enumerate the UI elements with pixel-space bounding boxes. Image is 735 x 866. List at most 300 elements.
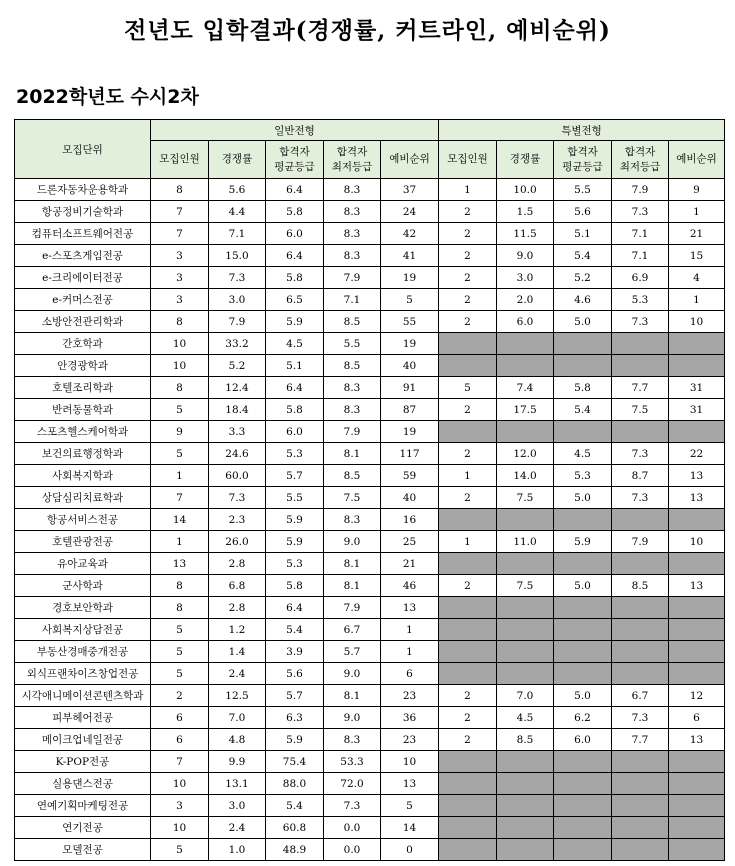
general-value-cell: 2.4: [209, 817, 266, 839]
special-ratio-header: 경쟁률: [497, 141, 554, 179]
general-value-cell: 10: [151, 817, 209, 839]
general-value-cell: 6.4: [266, 179, 324, 201]
general-value-cell: 53.3: [324, 751, 381, 773]
general-value-cell: 8.1: [324, 443, 381, 465]
general-value-cell: 8.1: [324, 685, 381, 707]
special-value-cell: 6.9: [612, 267, 669, 289]
special-empty-cell: [554, 663, 612, 685]
special-value-cell: 14.0: [497, 465, 554, 487]
unit-name-cell: e-스포츠게임전공: [15, 245, 151, 267]
general-value-cell: 19: [381, 421, 439, 443]
unit-name-cell: 안경광학과: [15, 355, 151, 377]
special-value-cell: 2: [439, 729, 497, 751]
unit-name-cell: 간호학과: [15, 333, 151, 355]
general-value-cell: 5.3: [266, 553, 324, 575]
general-value-cell: 2.3: [209, 509, 266, 531]
general-value-cell: 9.0: [324, 531, 381, 553]
unit-name-cell: 호텔관광전공: [15, 531, 151, 553]
general-value-cell: 3: [151, 267, 209, 289]
special-value-cell: 7.3: [612, 201, 669, 223]
unit-header: 모집단위: [15, 120, 151, 179]
unit-name-cell: 호텔조리학과: [15, 377, 151, 399]
special-empty-cell: [612, 355, 669, 377]
special-empty-cell: [439, 421, 497, 443]
table-row: [15, 443, 725, 465]
general-value-cell: 4.8: [209, 729, 266, 751]
special-value-cell: 10: [669, 311, 725, 333]
general-value-cell: 7.3: [324, 795, 381, 817]
general-value-cell: 8.1: [324, 553, 381, 575]
special-value-cell: 7.1: [612, 245, 669, 267]
page-title: 전년도 입학결과(경쟁률, 커트라인, 예비순위): [124, 17, 611, 44]
special-quota-header: 모집인원: [439, 141, 497, 179]
general-value-cell: 26.0: [209, 531, 266, 553]
general-value-cell: 10: [151, 333, 209, 355]
special-empty-cell: [669, 509, 725, 531]
special-value-cell: 4.5: [497, 707, 554, 729]
general-admission-header: 일반전형: [151, 120, 439, 141]
general-value-cell: 5.7: [266, 685, 324, 707]
general-value-cell: 18.4: [209, 399, 266, 421]
general-value-cell: 7.9: [209, 311, 266, 333]
special-value-cell: 12.0: [497, 443, 554, 465]
general-value-cell: 1: [381, 641, 439, 663]
general-value-cell: 8.5: [324, 465, 381, 487]
special-empty-cell: [497, 773, 554, 795]
unit-name-cell: 피부헤어전공: [15, 707, 151, 729]
special-value-cell: 7.5: [497, 487, 554, 509]
special-value-cell: 2.0: [497, 289, 554, 311]
special-value-cell: 5.1: [554, 223, 612, 245]
general-value-cell: 8.5: [324, 355, 381, 377]
special-empty-cell: [439, 773, 497, 795]
general-value-cell: 7.1: [324, 289, 381, 311]
general-value-cell: 8: [151, 179, 209, 201]
special-empty-cell: [669, 839, 725, 861]
special-empty-cell: [554, 751, 612, 773]
special-value-cell: 8.5: [612, 575, 669, 597]
table-row: [15, 355, 725, 377]
special-avg-grade-header: 합격자 평균등급: [554, 141, 612, 179]
general-value-cell: 19: [381, 333, 439, 355]
special-empty-cell: [554, 619, 612, 641]
general-value-cell: 5.8: [266, 399, 324, 421]
general-value-cell: 7: [151, 751, 209, 773]
general-value-cell: 5: [381, 795, 439, 817]
general-value-cell: 3: [151, 289, 209, 311]
table-row: [15, 487, 725, 509]
unit-name-cell: 외식프랜차이즈창업전공: [15, 663, 151, 685]
unit-name-cell: 소방안전관리학과: [15, 311, 151, 333]
special-empty-cell: [669, 597, 725, 619]
general-value-cell: 13: [381, 773, 439, 795]
general-value-cell: 5.8: [266, 267, 324, 289]
special-value-cell: 2: [439, 267, 497, 289]
general-value-cell: 7: [151, 487, 209, 509]
table-row: [15, 773, 725, 795]
special-empty-cell: [554, 795, 612, 817]
special-empty-cell: [612, 553, 669, 575]
special-empty-cell: [497, 421, 554, 443]
special-value-cell: 7.3: [612, 707, 669, 729]
table-row: [15, 795, 725, 817]
general-value-cell: 23: [381, 685, 439, 707]
general-value-cell: 5.3: [266, 443, 324, 465]
general-value-cell: 5.2: [209, 355, 266, 377]
general-value-cell: 6.7: [324, 619, 381, 641]
general-value-cell: 33.2: [209, 333, 266, 355]
special-empty-cell: [497, 641, 554, 663]
special-empty-cell: [669, 333, 725, 355]
special-empty-cell: [439, 619, 497, 641]
general-value-cell: 5.8: [266, 201, 324, 223]
special-value-cell: 1: [669, 289, 725, 311]
unit-name-cell: 메이크업네일전공: [15, 729, 151, 751]
special-waitlist-header: 예비순위: [669, 141, 725, 179]
general-value-cell: 6.0: [266, 421, 324, 443]
general-value-cell: 3: [151, 795, 209, 817]
general-value-cell: 10: [381, 751, 439, 773]
table-row: [15, 575, 725, 597]
general-value-cell: 24.6: [209, 443, 266, 465]
general-value-cell: 9.0: [324, 707, 381, 729]
unit-name-cell: 드론자동차운용학과: [15, 179, 151, 201]
table-row: [15, 597, 725, 619]
special-empty-cell: [669, 817, 725, 839]
general-value-cell: 8.3: [324, 509, 381, 531]
table-row: [15, 619, 725, 641]
general-value-cell: 5: [151, 443, 209, 465]
table-row: [15, 663, 725, 685]
table-row: [15, 509, 725, 531]
special-value-cell: 5.6: [554, 201, 612, 223]
special-empty-cell: [497, 751, 554, 773]
special-value-cell: 2: [439, 399, 497, 421]
unit-name-cell: 연예기획마케팅전공: [15, 795, 151, 817]
table-row: [15, 817, 725, 839]
special-empty-cell: [612, 597, 669, 619]
general-value-cell: 7.9: [324, 421, 381, 443]
table-row: [15, 289, 725, 311]
general-value-cell: 2: [151, 685, 209, 707]
special-value-cell: 5.3: [612, 289, 669, 311]
special-empty-cell: [554, 333, 612, 355]
special-value-cell: 2: [439, 443, 497, 465]
special-value-cell: 13: [669, 729, 725, 751]
special-value-cell: 6.7: [612, 685, 669, 707]
special-empty-cell: [669, 795, 725, 817]
table-row: [15, 531, 725, 553]
special-value-cell: 9: [669, 179, 725, 201]
general-value-cell: 5.9: [266, 311, 324, 333]
general-value-cell: 5: [151, 399, 209, 421]
general-quota-header: 모집인원: [151, 141, 209, 179]
table-row: [15, 245, 725, 267]
special-empty-cell: [439, 817, 497, 839]
general-value-cell: 16: [381, 509, 439, 531]
general-value-cell: 8.3: [324, 399, 381, 421]
general-value-cell: 4.5: [266, 333, 324, 355]
unit-name-cell: e-커머스전공: [15, 289, 151, 311]
table-row: [15, 333, 725, 355]
special-admission-header: 특별전형: [439, 120, 725, 141]
special-value-cell: 11.0: [497, 531, 554, 553]
general-value-cell: 8.3: [324, 245, 381, 267]
general-value-cell: 60.8: [266, 817, 324, 839]
special-value-cell: 15: [669, 245, 725, 267]
general-value-cell: 5.5: [324, 333, 381, 355]
table-row: [15, 399, 725, 421]
general-value-cell: 7.0: [209, 707, 266, 729]
general-value-cell: 37: [381, 179, 439, 201]
general-value-cell: 14: [381, 817, 439, 839]
special-empty-cell: [497, 333, 554, 355]
general-value-cell: 5: [151, 839, 209, 861]
general-value-cell: 72.0: [324, 773, 381, 795]
special-empty-cell: [554, 817, 612, 839]
special-empty-cell: [554, 839, 612, 861]
general-value-cell: 5: [151, 663, 209, 685]
special-empty-cell: [497, 597, 554, 619]
general-value-cell: 9.0: [324, 663, 381, 685]
general-value-cell: 4.4: [209, 201, 266, 223]
general-value-cell: 6: [151, 729, 209, 751]
special-value-cell: 4: [669, 267, 725, 289]
special-empty-cell: [612, 795, 669, 817]
general-value-cell: 42: [381, 223, 439, 245]
general-value-cell: 5.9: [266, 531, 324, 553]
general-value-cell: 9: [151, 421, 209, 443]
general-value-cell: 1.2: [209, 619, 266, 641]
general-value-cell: 2.4: [209, 663, 266, 685]
general-value-cell: 2.8: [209, 597, 266, 619]
special-value-cell: 9.0: [497, 245, 554, 267]
special-value-cell: 5: [439, 377, 497, 399]
special-empty-cell: [554, 355, 612, 377]
special-value-cell: 2: [439, 311, 497, 333]
general-value-cell: 41: [381, 245, 439, 267]
special-empty-cell: [439, 509, 497, 531]
table-row: [15, 465, 725, 487]
general-value-cell: 5.9: [266, 509, 324, 531]
special-empty-cell: [497, 663, 554, 685]
general-value-cell: 36: [381, 707, 439, 729]
special-value-cell: 5.2: [554, 267, 612, 289]
general-value-cell: 40: [381, 355, 439, 377]
special-value-cell: 7.3: [612, 487, 669, 509]
table-row: [15, 267, 725, 289]
special-value-cell: 13: [669, 575, 725, 597]
special-value-cell: 2: [439, 289, 497, 311]
special-value-cell: 1: [439, 531, 497, 553]
special-value-cell: 5.3: [554, 465, 612, 487]
special-empty-cell: [612, 509, 669, 531]
special-empty-cell: [612, 663, 669, 685]
general-value-cell: 21: [381, 553, 439, 575]
general-value-cell: 59: [381, 465, 439, 487]
special-value-cell: 7.5: [612, 399, 669, 421]
special-value-cell: 1: [669, 201, 725, 223]
section-title: 2022학년도 수시2차: [16, 86, 199, 108]
special-empty-cell: [669, 773, 725, 795]
special-empty-cell: [669, 663, 725, 685]
special-empty-cell: [554, 597, 612, 619]
special-empty-cell: [497, 817, 554, 839]
general-value-cell: 3.0: [209, 795, 266, 817]
special-empty-cell: [439, 355, 497, 377]
general-value-cell: 7.3: [209, 487, 266, 509]
general-value-cell: 6.4: [266, 377, 324, 399]
general-value-cell: 6.3: [266, 707, 324, 729]
special-value-cell: 5.0: [554, 575, 612, 597]
special-empty-cell: [612, 751, 669, 773]
general-value-cell: 13: [151, 553, 209, 575]
table-row: [15, 553, 725, 575]
general-value-cell: 87: [381, 399, 439, 421]
special-value-cell: 3.0: [497, 267, 554, 289]
unit-name-cell: 유아교육과: [15, 553, 151, 575]
table-row: [15, 641, 725, 663]
unit-name-cell: 사회복지상담전공: [15, 619, 151, 641]
general-value-cell: 8.5: [324, 311, 381, 333]
general-value-cell: 5: [151, 619, 209, 641]
table-row: [15, 223, 725, 245]
general-value-cell: 3.0: [209, 289, 266, 311]
general-value-cell: 1: [151, 465, 209, 487]
unit-name-cell: 실용댄스전공: [15, 773, 151, 795]
special-value-cell: 5.0: [554, 311, 612, 333]
special-empty-cell: [612, 333, 669, 355]
special-value-cell: 31: [669, 377, 725, 399]
special-value-cell: 7.9: [612, 531, 669, 553]
general-value-cell: 12.5: [209, 685, 266, 707]
table-row: [15, 377, 725, 399]
special-empty-cell: [612, 421, 669, 443]
general-value-cell: 5.1: [266, 355, 324, 377]
general-value-cell: 5.8: [266, 575, 324, 597]
special-empty-cell: [439, 839, 497, 861]
special-empty-cell: [554, 773, 612, 795]
unit-name-cell: 컴퓨터소프트웨어전공: [15, 223, 151, 245]
special-empty-cell: [669, 641, 725, 663]
general-value-cell: 8: [151, 597, 209, 619]
special-value-cell: 22: [669, 443, 725, 465]
unit-name-cell: e-크리에이터전공: [15, 267, 151, 289]
special-empty-cell: [497, 795, 554, 817]
general-value-cell: 1: [381, 619, 439, 641]
unit-name-cell: 부동산경매중개전공: [15, 641, 151, 663]
special-value-cell: 2: [439, 707, 497, 729]
general-value-cell: 14: [151, 509, 209, 531]
unit-name-cell: 경호보안학과: [15, 597, 151, 619]
unit-name-cell: 항공서비스전공: [15, 509, 151, 531]
general-value-cell: 7: [151, 201, 209, 223]
special-value-cell: 1.5: [497, 201, 554, 223]
special-empty-cell: [612, 839, 669, 861]
general-value-cell: 0.0: [324, 817, 381, 839]
special-empty-cell: [497, 619, 554, 641]
special-empty-cell: [439, 333, 497, 355]
general-value-cell: 10: [151, 773, 209, 795]
general-value-cell: 91: [381, 377, 439, 399]
general-value-cell: 19: [381, 267, 439, 289]
special-value-cell: 7.1: [612, 223, 669, 245]
general-value-cell: 5.4: [266, 619, 324, 641]
unit-name-cell: 보건의료행정학과: [15, 443, 151, 465]
general-value-cell: 5: [381, 289, 439, 311]
special-empty-cell: [612, 817, 669, 839]
general-value-cell: 0.0: [324, 839, 381, 861]
table-row: [15, 179, 725, 201]
special-value-cell: 2: [439, 245, 497, 267]
special-value-cell: 6: [669, 707, 725, 729]
general-value-cell: 6.4: [266, 597, 324, 619]
special-value-cell: 4.6: [554, 289, 612, 311]
general-value-cell: 2.8: [209, 553, 266, 575]
special-value-cell: 1: [439, 179, 497, 201]
special-value-cell: 2: [439, 487, 497, 509]
special-empty-cell: [439, 795, 497, 817]
general-value-cell: 6.5: [266, 289, 324, 311]
special-value-cell: 7.7: [612, 729, 669, 751]
special-empty-cell: [669, 553, 725, 575]
special-empty-cell: [439, 597, 497, 619]
general-value-cell: 7.9: [324, 267, 381, 289]
special-empty-cell: [554, 553, 612, 575]
general-value-cell: 8.3: [324, 201, 381, 223]
special-value-cell: 7.4: [497, 377, 554, 399]
special-empty-cell: [669, 421, 725, 443]
general-value-cell: 5.4: [266, 795, 324, 817]
general-value-cell: 8.3: [324, 223, 381, 245]
special-value-cell: 12: [669, 685, 725, 707]
unit-name-cell: 모델전공: [15, 839, 151, 861]
special-value-cell: 10.0: [497, 179, 554, 201]
general-min-grade-header: 합격자 최저등급: [324, 141, 381, 179]
general-value-cell: 1.4: [209, 641, 266, 663]
general-value-cell: 8.3: [324, 729, 381, 751]
special-value-cell: 7.9: [612, 179, 669, 201]
general-value-cell: 0: [381, 839, 439, 861]
special-empty-cell: [497, 509, 554, 531]
special-value-cell: 2: [439, 575, 497, 597]
general-value-cell: 6.4: [266, 245, 324, 267]
special-value-cell: 5.0: [554, 487, 612, 509]
general-value-cell: 5.6: [266, 663, 324, 685]
special-empty-cell: [497, 355, 554, 377]
general-value-cell: 60.0: [209, 465, 266, 487]
special-empty-cell: [612, 619, 669, 641]
general-value-cell: 7.3: [209, 267, 266, 289]
general-waitlist-header: 예비순위: [381, 141, 439, 179]
unit-name-cell: 반려동물학과: [15, 399, 151, 421]
special-value-cell: 2: [439, 223, 497, 245]
general-value-cell: 5.5: [266, 487, 324, 509]
general-value-cell: 13: [381, 597, 439, 619]
table-row: [15, 729, 725, 751]
special-value-cell: 5.4: [554, 399, 612, 421]
general-value-cell: 5.6: [209, 179, 266, 201]
general-value-cell: 13.1: [209, 773, 266, 795]
special-value-cell: 8.5: [497, 729, 554, 751]
general-value-cell: 12.4: [209, 377, 266, 399]
special-value-cell: 6.0: [497, 311, 554, 333]
general-value-cell: 7.1: [209, 223, 266, 245]
table-row: [15, 685, 725, 707]
unit-name-cell: 스포츠헬스케어학과: [15, 421, 151, 443]
general-value-cell: 117: [381, 443, 439, 465]
special-value-cell: 31: [669, 399, 725, 421]
